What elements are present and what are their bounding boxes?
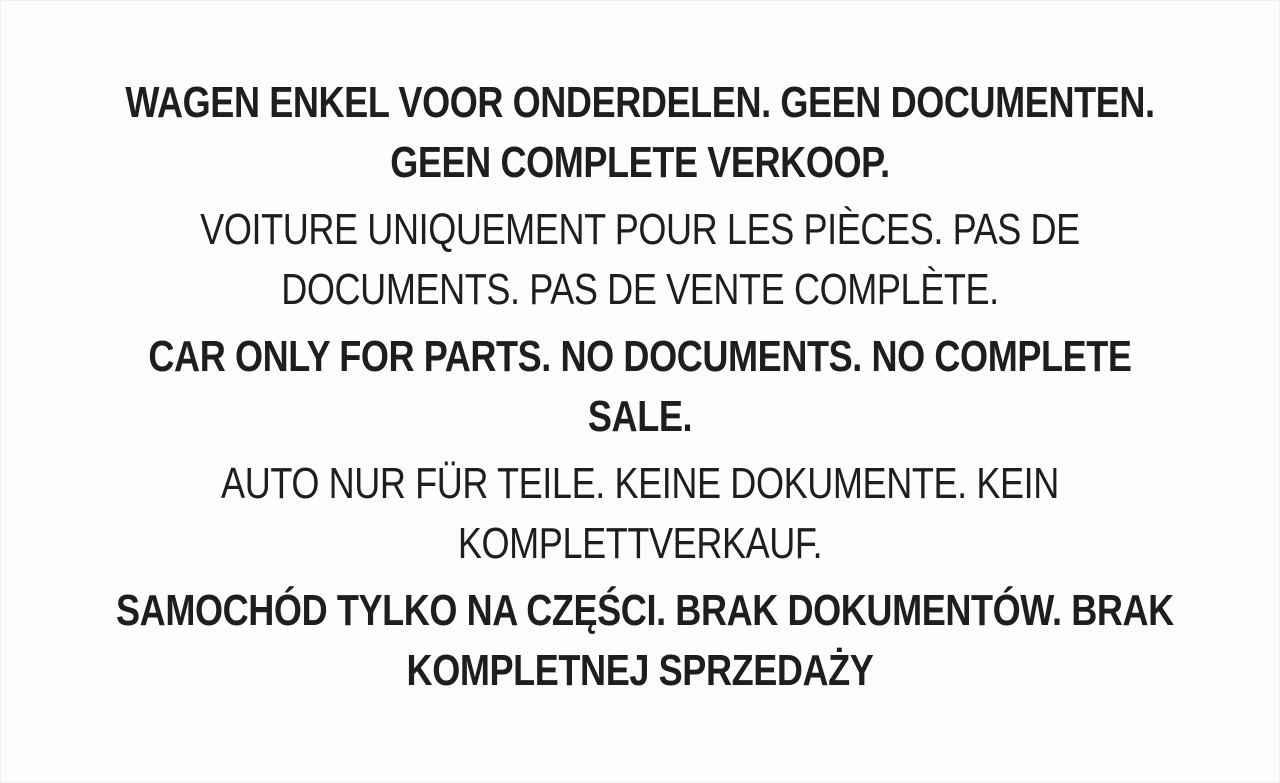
notice-line: CAR ONLY FOR PARTS. NO DOCUMENTS. NO COMPLETE	[148, 332, 1132, 381]
notice-line: KOMPLETNEJ SPRZEDAŻY	[406, 646, 874, 695]
notice-paragraph-polish	[1, 581, 1279, 701]
notice-line: VOITURE UNIQUEMENT POUR LES PIÈCES. PAS DE	[200, 205, 1080, 254]
notice-line: SALE.	[587, 392, 693, 441]
notice-line: WAGEN ENKEL VOOR ONDERDELEN. GEEN DOCUMENTEN.	[125, 78, 1155, 127]
notice-paragraph-dutch	[1, 73, 1279, 193]
notice-line: KOMPLETTVERKAUF.	[457, 519, 823, 568]
notice-paragraph-english	[1, 327, 1279, 447]
notice-paragraph-french	[1, 200, 1279, 320]
notice-line: SAMOCHÓD TYLKO NA CZĘŚCI. BRAK DOKUMENTÓW. BRAK	[116, 586, 1174, 635]
notice-paragraph-german	[1, 454, 1279, 574]
notice-line: AUTO NUR FÜR TEILE. KEINE DOKUMENTE. KEIN	[221, 459, 1059, 508]
notice-line: GEEN COMPLETE VERKOOP.	[390, 138, 890, 187]
notice-line: DOCUMENTS. PAS DE VENTE COMPLÈTE.	[281, 265, 999, 314]
